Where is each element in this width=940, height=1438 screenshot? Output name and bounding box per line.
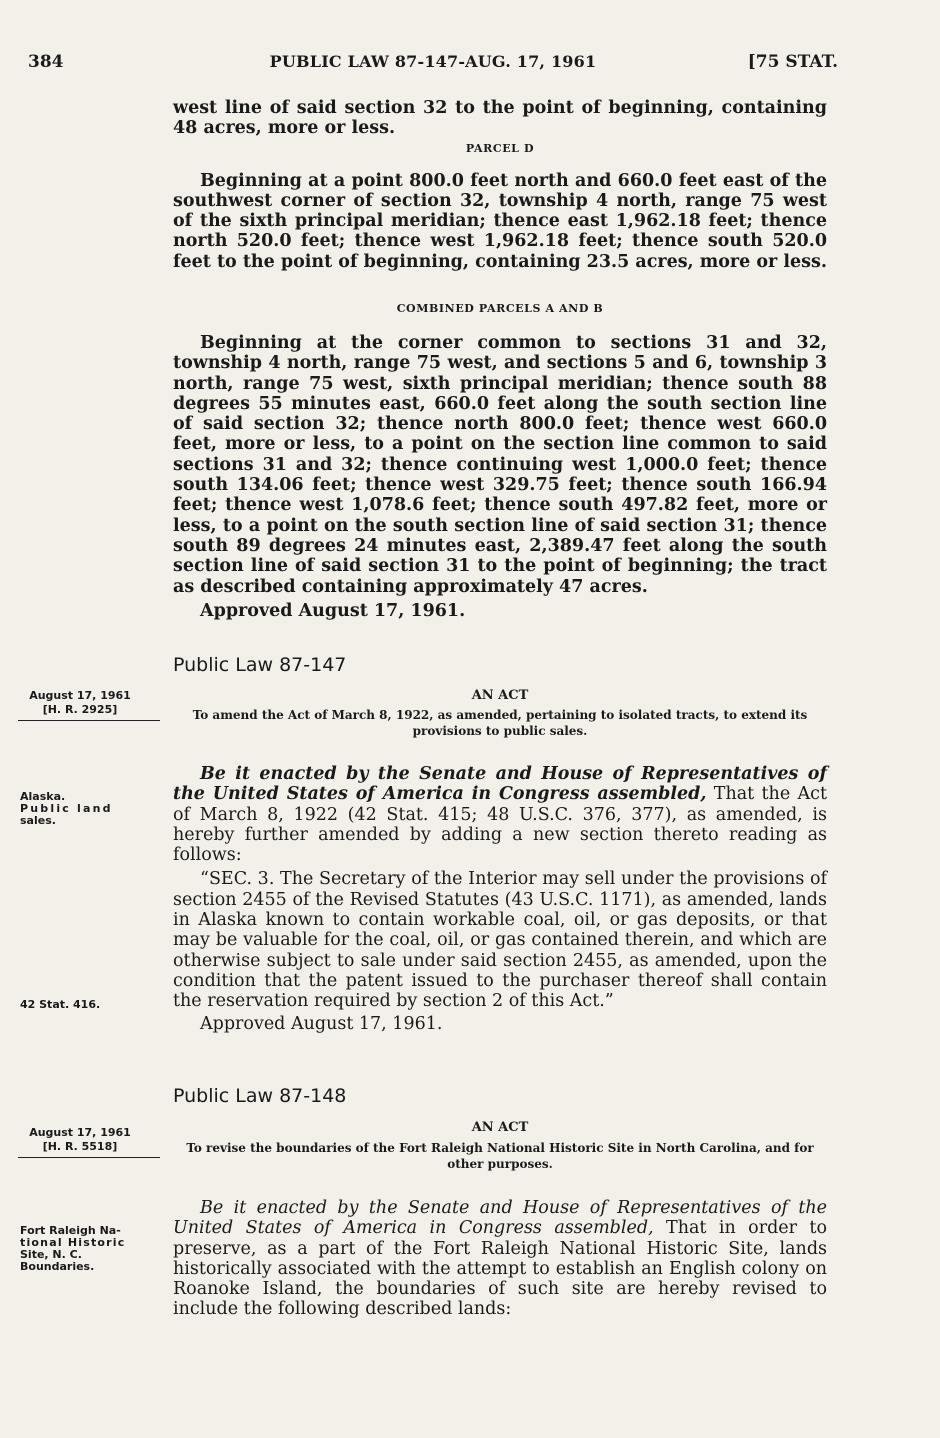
parcel-d-description: Beginning at a point 800.0 feet north and 660.0 feet east of the southwest corner of section 32, township 4 north, range 75 west of the sixth principal meridian; thence east 1,962.18 feet; thence north 520.0 feet; thence west 1,962.18 feet; thence south 520.0 feet to the point of beginning, containing 23.5 acres, more or less. — [173, 170, 827, 272]
page-number: 384 — [28, 52, 64, 72]
law-148-enacting-clause: Be it enacted by the Senate and House of Representatives of the United States of America in Congress assembled, — [173, 1198, 827, 1239]
law-147-amendment-text: That the Act of March 8, 1922 (42 Stat. 415; 48 U.S.C. 376, 377), as amended, is hereby further amended by adding a new section thereto reading as follows: — [173, 784, 827, 866]
parcel-d-section — [173, 98, 827, 272]
law-148-margin-topic-3: Site, N. C. — [20, 1248, 82, 1261]
law-148-enacting-paragraph — [173, 1198, 827, 1320]
law-147-margin-ref: 42 Stat. 416. — [20, 998, 101, 1011]
law-148-an-act: AN ACT — [471, 1120, 529, 1135]
law-148-margin-bill: [H. R. 5518] — [42, 1140, 118, 1153]
law-147-title: Public Law 87-147 — [173, 654, 347, 676]
parcel-c-continuation: west line of said section 32 to the point of beginning, containing 48 acres, more or less. — [173, 98, 827, 139]
law-148-margin-date: August 17, 1961 — [29, 1126, 131, 1139]
law-148-title: Public Law 87-148 — [173, 1085, 347, 1107]
law-148-margin-topic-4: Boundaries. — [20, 1260, 95, 1273]
law-147-margin-date: August 17, 1961 — [29, 689, 131, 702]
law-147-an-act: AN ACT — [471, 688, 529, 703]
law-147-enacting-clause: Be it enacted by the Senate and House of Representatives of the United States of America in Congress assembled, — [173, 764, 827, 805]
law-147-margin-topic-3: sales. — [20, 814, 56, 827]
approval-line: Approved August 17, 1961. — [200, 600, 466, 621]
law-148-margin-topic-1: Fort Raleigh Na- — [20, 1224, 121, 1237]
law-148-body — [173, 1198, 827, 1320]
law-147-margin-topic-2: Public land — [20, 802, 113, 815]
combined-parcels-description: Beginning at the corner common to sections 31 and 32, township 4 north, range 75 west, and sections 5 and 6, township 3 north, range 75 west, sixth principal meridian; thence south 88 degrees 55 minutes east, 660.0 feet along the south section line of said section 32; thence north 800.0 feet; thence west 660.0 feet, more or less, to a point on the section line common to said sections 31 and 32; thence continuing west 1,000.0 feet; thence south 134.06 feet; thence west 329.75 feet; thence south 166.94 feet; thence west 1,078.6 feet; thence south 497.82 feet, more or less, to a point on the south section line of said section 31; thence south 89 degrees 24 minutes east, 2,389.47 feet along the south section line of said section 31 to the point of beginning; the tract as described containing approximately 47 acres. — [173, 333, 827, 597]
volume-reference: [75 STAT. — [747, 52, 838, 72]
law-148-margin-rule — [18, 1157, 160, 1158]
law-147-enacting-paragraph — [173, 764, 827, 865]
combined-parcels-heading: COMBINED PARCELS A AND B — [396, 302, 604, 315]
law-147-purpose: To amend the Act of March 8, 1922, as amended, pertaining to isolated tracts, to extend its provisions to public sales. — [192, 708, 808, 738]
law-148-purpose: To revise the boundaries of the Fort Raleigh National Historic Site in North Carolina, and for other purposes. — [186, 1141, 814, 1171]
law-147-new-section: “SEC. 3. The Secretary of the Interior may sell under the provisions of section 2455 of the Revised Statutes (43 U.S.C. 1171), as amended, lands in Alaska known to contain workable coal, oil, or gas deposits, or that may be valuable for the coal, oil, or gas contained therein, and which are otherwise subject to sale under said section 2455, as amended, upon the condition that the patent issued to the purchaser thereof shall contain the reservation required by section 2 of this Act.” — [173, 869, 827, 1012]
law-147-body — [173, 764, 827, 1034]
running-head — [28, 52, 838, 76]
law-147-margin-bill: [H. R. 2925] — [42, 703, 118, 716]
parcel-d-heading: PARCEL D — [465, 141, 535, 155]
running-title: PUBLIC LAW 87-147-AUG. 17, 1961 — [269, 52, 597, 71]
combined-parcels-section — [173, 302, 827, 621]
law-148-margin-topic-2: tional Historic — [20, 1236, 126, 1249]
law-147-margin-rule — [18, 720, 160, 721]
law-147-approval: Approved August 17, 1961. — [200, 1013, 443, 1034]
law-147-margin-topic-1: Alaska. — [20, 790, 66, 803]
law-148-boundary-text: That in order to preserve, as a part of the Fort Raleigh National Historic Site, lands historically associated with the attempt to establish an English colony on Roanoke Island, the boundaries of such site are hereby revised to include the following described lands: — [173, 1218, 827, 1320]
